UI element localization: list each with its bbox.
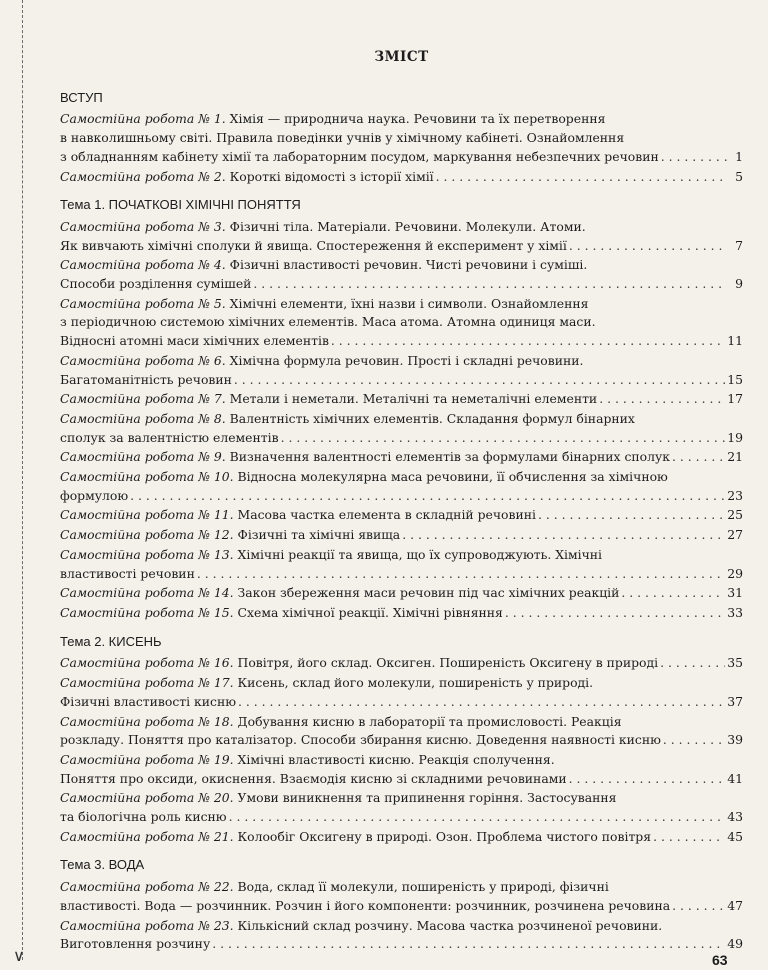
dot-leader	[130, 487, 725, 506]
toc-entry[interactable]	[60, 526, 743, 545]
entry-page-number: 43	[727, 809, 743, 825]
entry-text: властивості речовин	[60, 565, 195, 581]
entry-text: Масова частка елемента в складній речовині	[237, 507, 536, 523]
entry-text: Хімія — природнича наука. Речовини та їх перетворення	[229, 111, 606, 127]
dot-leader	[653, 828, 725, 847]
entry-text	[60, 654, 658, 673]
entry-label: Самостійна робота № 18.	[60, 713, 234, 729]
scissors-mark-icon: ∨	[13, 946, 25, 965]
entry-label: Самостійна робота № 8.	[60, 410, 226, 426]
section-heading: Тема 2. КИСЕНЬ	[60, 633, 162, 649]
entry-text: Хімічна формула речовин. Прості і складні речовини.	[229, 352, 584, 368]
entry-text: Кількісний склад розчину. Масова частка розчиненої речовини.	[237, 917, 663, 933]
toc-entry[interactable]	[60, 448, 743, 467]
entry-text: Фізичні тіла. Матеріали. Речовини. Молекули. Атоми.	[229, 218, 586, 234]
entry-text	[60, 332, 329, 351]
entry-text	[60, 808, 227, 827]
entry-text	[60, 565, 195, 584]
entry-last-line	[60, 332, 743, 351]
entry-page-number: 21	[727, 449, 743, 465]
dot-leader	[663, 731, 725, 750]
entry-line	[60, 352, 743, 371]
entry-page-number: 23	[727, 487, 743, 503]
entry-text: формулою	[60, 487, 129, 503]
entry-text: Як вивчають хімічні сполуки й явища. Спостереження й експеримент у хімії	[60, 237, 567, 253]
entry-label: Самостійна робота № 12.	[60, 527, 234, 543]
entry-page-number: 29	[727, 565, 743, 581]
entry-text: Поняття про оксиди, окиснення. Взаємодія кисню зі складними речовинами	[60, 770, 567, 786]
entry-text: Хімічні елементи, їхні назви і символи. Ознайомлення	[229, 295, 589, 311]
entry-text: Вода, склад її молекули, поширеність у природі, фізичні	[237, 879, 609, 895]
dot-leader	[621, 584, 725, 603]
entry-label: Самостійна робота № 5.	[60, 295, 226, 311]
entry-page-number: 1	[735, 148, 743, 164]
entry-line	[60, 674, 743, 693]
entry-text: в навколишньому світі. Правила поведінки учнів у хімічному кабінеті. Ознайомлення	[60, 130, 625, 146]
toc-entry[interactable]	[60, 110, 743, 166]
toc-entry[interactable]	[60, 751, 743, 788]
entry-label: Самостійна робота № 23.	[60, 917, 234, 933]
page-title: ЗМІСТ	[374, 49, 429, 65]
entry-text	[60, 770, 567, 789]
entry-text	[60, 731, 661, 750]
entry-text: з обладнанням кабінету хімії та лабораторним посудом, маркування небезпечних речовин	[60, 148, 659, 164]
cut-line	[22, 0, 23, 960]
entry-text	[60, 604, 503, 623]
entry-text: Відносні атомні маси хімічних елементів	[60, 333, 329, 349]
entry-page-number: 9	[735, 276, 743, 292]
entry-text	[60, 275, 251, 294]
toc-entry[interactable]	[60, 506, 743, 525]
entry-text: Закон збереження маси речовин під час хімічних реакцій	[237, 585, 620, 601]
entry-text: Відносна молекулярна маса речовини, її обчислення за хімічною	[237, 469, 668, 485]
toc-entry[interactable]	[60, 218, 743, 255]
dot-leader	[672, 897, 725, 916]
entry-line	[60, 295, 743, 314]
entry-label: Самостійна робота № 4.	[60, 257, 226, 273]
entry-text	[60, 828, 651, 847]
section-heading: Тема 3. ВОДА	[60, 857, 145, 873]
dot-leader	[660, 654, 725, 673]
entry-text	[60, 487, 128, 506]
entry-text: Визначення валентності елементів за формулами бінарних сполук	[229, 449, 671, 465]
entry-last-line	[60, 390, 743, 409]
entry-last-line	[60, 168, 743, 187]
toc-entry[interactable]	[60, 604, 743, 623]
entry-label: Самостійна робота № 1.	[60, 111, 226, 127]
entry-last-line	[60, 506, 743, 525]
entry-text: сполук за валентністю елементів	[60, 429, 279, 445]
toc-entry[interactable]	[60, 674, 743, 711]
entry-text: Багатоманітність речовин	[60, 371, 232, 387]
entry-label: Самостійна робота № 11.	[60, 507, 234, 523]
toc-entry[interactable]	[60, 917, 743, 954]
entry-text	[60, 390, 597, 409]
entry-line	[60, 468, 743, 487]
entry-page-number: 15	[727, 371, 743, 387]
entry-page-number: 35	[727, 655, 743, 671]
toc-entry[interactable]	[60, 546, 743, 583]
entry-line	[60, 410, 743, 429]
entry-text: Короткі відомості з історії хімії	[229, 168, 434, 184]
entry-line	[60, 110, 743, 129]
entry-text: Валентність хімічних елементів. Складання формул бінарних	[229, 410, 635, 426]
dot-leader	[238, 693, 725, 712]
entry-label: Самостійна робота № 10.	[60, 469, 234, 485]
entry-page-number: 19	[727, 429, 743, 445]
entry-label: Самостійна робота № 14.	[60, 585, 234, 601]
entry-last-line	[60, 487, 743, 506]
entry-line	[60, 218, 743, 237]
dot-leader	[505, 604, 725, 623]
entry-last-line	[60, 565, 743, 584]
entry-line	[60, 878, 743, 897]
entry-page-number: 33	[727, 604, 743, 620]
entry-text	[60, 506, 536, 525]
entry-text	[60, 148, 659, 167]
entry-last-line	[60, 693, 743, 712]
dot-leader	[253, 275, 727, 294]
dot-leader	[331, 332, 725, 351]
toc-entry[interactable]	[60, 295, 743, 351]
entry-page-number: 7	[735, 237, 743, 253]
dot-leader	[234, 371, 725, 390]
entry-text	[60, 237, 567, 256]
entry-label: Самостійна робота № 22.	[60, 879, 234, 895]
entry-text: Хімічні властивості кисню. Реакція сполучення.	[237, 751, 555, 767]
entry-last-line	[60, 526, 743, 545]
toc-entry[interactable]	[60, 168, 743, 187]
entry-page-number: 41	[727, 770, 743, 786]
section-heading: Тема 1. ПОЧАТКОВІ ХІМІЧНІ ПОНЯТТЯ	[60, 197, 301, 213]
entry-last-line	[60, 448, 743, 467]
dot-leader	[281, 429, 726, 448]
entry-label: Самостійна робота № 15.	[60, 604, 234, 620]
entry-page-number: 27	[727, 527, 743, 543]
dot-leader	[197, 565, 725, 584]
toc-entry[interactable]	[60, 584, 743, 603]
entry-page-number: 31	[727, 585, 743, 601]
entry-label: Самостійна робота № 16.	[60, 655, 234, 671]
entry-line	[60, 129, 743, 148]
entry-page-number: 47	[727, 897, 743, 913]
dot-leader	[672, 448, 725, 467]
entry-last-line	[60, 604, 743, 623]
dot-leader	[569, 770, 726, 789]
page-number: 63	[712, 952, 728, 968]
entry-text: з періодичною системою хімічних елементів. Маса атома. Атомна одиниця маси.	[60, 314, 596, 330]
section-heading: ВСТУП	[60, 89, 103, 105]
entry-page-number: 25	[727, 507, 743, 523]
entry-text: Хімічні реакції та явища, що їх супроводжують. Хімічні	[237, 546, 603, 562]
entry-text: Умови виникнення та припинення горіння. Застосування	[237, 790, 617, 806]
toc-entry[interactable]	[60, 654, 743, 673]
entry-text: Фізичні властивості кисню	[60, 693, 237, 709]
entry-text	[60, 897, 670, 916]
entry-last-line	[60, 371, 743, 390]
entry-last-line	[60, 429, 743, 448]
entry-last-line	[60, 654, 743, 673]
toc-entry[interactable]	[60, 713, 743, 750]
toc-entry[interactable]	[60, 878, 743, 915]
dot-leader	[229, 808, 726, 827]
toc-entry[interactable]	[60, 410, 743, 447]
toc-entry[interactable]	[60, 256, 743, 293]
entry-last-line	[60, 828, 743, 847]
entry-line	[60, 313, 743, 332]
entry-text: розкладу. Поняття про каталізатор. Способи збирання кисню. Доведення наявності кисню	[60, 732, 661, 748]
entry-label: Самостійна робота № 17.	[60, 675, 234, 691]
entry-label: Самостійна робота № 6.	[60, 352, 226, 368]
entry-label: Самостійна робота № 7.	[60, 391, 226, 407]
entry-page-number: 49	[727, 936, 743, 952]
entry-text: Фізичні та хімічні явища	[237, 527, 401, 543]
toc-page	[60, 44, 743, 955]
entry-label: Самостійна робота № 13.	[60, 546, 234, 562]
entry-page-number: 5	[735, 168, 743, 184]
entry-line	[60, 713, 743, 732]
entry-page-number: 39	[727, 732, 743, 748]
entry-line	[60, 256, 743, 275]
entry-line	[60, 546, 743, 565]
dot-leader	[402, 526, 725, 545]
toc-entry[interactable]	[60, 390, 743, 409]
entry-text: Фізичні властивості речовин. Чисті речовини і суміші.	[229, 257, 588, 273]
entry-page-number: 17	[727, 391, 743, 407]
dot-leader	[212, 935, 725, 954]
entry-text	[60, 693, 236, 712]
toc-entry[interactable]	[60, 828, 743, 847]
entry-label: Самостійна робота № 20.	[60, 790, 234, 806]
entry-text	[60, 429, 279, 448]
entry-label: Самостійна робота № 19.	[60, 751, 234, 767]
entry-page-number: 11	[727, 333, 743, 349]
entry-last-line	[60, 275, 743, 294]
entry-text	[60, 448, 670, 467]
entry-text: Схема хімічної реакції. Хімічні рівняння	[237, 604, 503, 620]
entry-text: та біологічна роль кисню	[60, 809, 227, 825]
entry-text: Колообіг Оксигену в природі. Озон. Проблема чистого повітря	[237, 828, 652, 844]
entry-page-number: 45	[727, 828, 743, 844]
entry-label: Самостійна робота № 2.	[60, 168, 226, 184]
entry-text	[60, 935, 210, 954]
toc-entry[interactable]	[60, 468, 743, 505]
entry-last-line	[60, 935, 743, 954]
entry-text: Кисень, склад його молекули, поширеність у природі.	[237, 675, 594, 691]
entry-label: Самостійна робота № 9.	[60, 449, 226, 465]
entry-text: Виготовлення розчину	[60, 936, 211, 952]
dot-leader	[436, 168, 727, 187]
entry-last-line	[60, 808, 743, 827]
table-of-contents	[60, 89, 743, 954]
entry-text: властивості. Вода — розчинник. Розчин і його компоненти: розчинник, розчинена речовина	[60, 897, 671, 913]
dot-leader	[599, 390, 725, 409]
entry-label: Самостійна робота № 3.	[60, 218, 226, 234]
entry-text: Способи розділення сумішей	[60, 276, 252, 292]
entry-text	[60, 371, 232, 390]
dot-leader	[569, 237, 727, 256]
entry-last-line	[60, 770, 743, 789]
entry-page-number: 37	[727, 693, 743, 709]
entry-last-line	[60, 731, 743, 750]
entry-line	[60, 751, 743, 770]
entry-text	[60, 584, 619, 603]
entry-last-line	[60, 897, 743, 916]
toc-entry[interactable]	[60, 789, 743, 826]
dot-leader	[538, 506, 725, 525]
entry-last-line	[60, 584, 743, 603]
entry-line	[60, 789, 743, 808]
entry-label: Самостійна робота № 21.	[60, 828, 234, 844]
entry-last-line	[60, 148, 743, 167]
dot-leader	[661, 148, 727, 167]
entry-text: Повітря, його склад. Оксиген. Поширеність Оксигену в природі	[237, 655, 659, 671]
entry-text: Метали і неметали. Металічні та неметалічні елементи	[229, 391, 598, 407]
entry-text: Добування кисню в лабораторії та промисловості. Реакція	[237, 713, 622, 729]
entry-text	[60, 168, 434, 187]
toc-entry[interactable]	[60, 352, 743, 389]
entry-text	[60, 526, 400, 545]
entry-line	[60, 917, 743, 936]
entry-last-line	[60, 237, 743, 256]
